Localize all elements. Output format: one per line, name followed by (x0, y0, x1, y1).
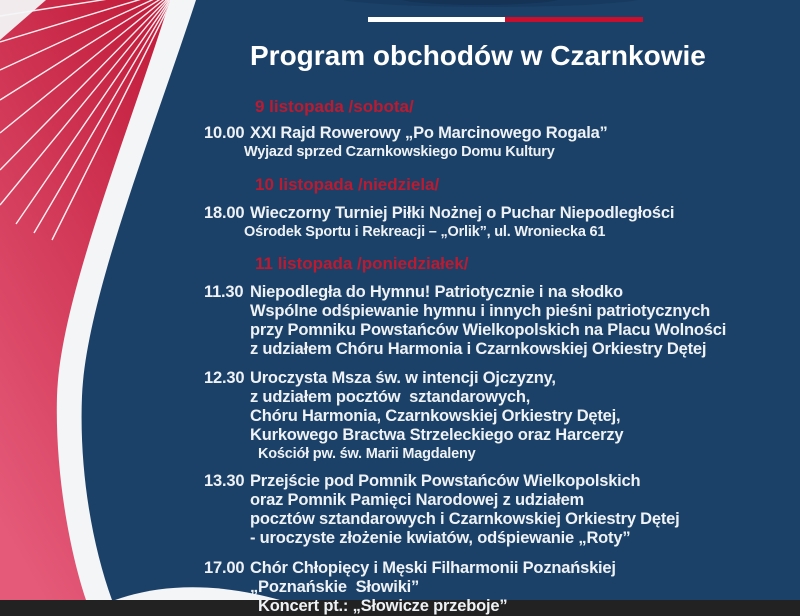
event-line (204, 204, 674, 223)
day-header-sunday: 10 listopada /niedziela/ (255, 175, 440, 194)
page-title: Program obchodów w Czarnkowie (250, 40, 706, 71)
event-venue: Ośrodek Sportu i Rekreacji – „Orlik”, ul. Wroniecka 61 (244, 224, 606, 240)
event-venue: Wyjazd sprzed Czarnkowskiego Domu Kultury (244, 144, 555, 160)
event-line: z udziałem Chóru Harmonia i Czarnkowskiej Orkiestry Dętej (250, 340, 707, 358)
event-time: 17.00 (204, 559, 245, 577)
day-header-saturday: 9 listopada /sobota/ (255, 97, 414, 116)
event-line: „Poznańskie Słowiki” (250, 578, 420, 596)
event-line (204, 472, 680, 491)
flag-divider-white-segment (368, 17, 505, 22)
event-text: Niepodległa do Hymnu! Patriotycznie i na słodko (250, 283, 623, 301)
event-time: 18.00 (204, 204, 245, 222)
event-monument-march (204, 472, 680, 548)
event-text: Chór Chłopięcy i Męski Filharmonii Poznańskiej (250, 559, 616, 577)
event-line: Koncert pt.: „Słowicze przeboje” (258, 597, 508, 615)
event-holy-mass (204, 369, 623, 464)
flag-divider (368, 17, 643, 22)
event-text: Wieczorny Turniej Piłki Nożnej o Puchar Niepodległości (250, 204, 675, 222)
event-time: 12.30 (204, 369, 245, 387)
event-football-tournament (204, 204, 674, 242)
event-line (204, 369, 623, 388)
event-choir-concert (204, 559, 616, 616)
event-text: Przejście pod Pomnik Powstańców Wielkopolskich (250, 472, 641, 490)
event-anthem-singing (204, 283, 726, 359)
event-line: pocztów sztandarowych i Czarnkowskiej Orkiestry Dętej (250, 510, 680, 528)
event-line: - uroczyste złożenie kwiatów, odśpiewanie „Roty” (250, 529, 631, 547)
event-line (204, 559, 616, 578)
event-time: 10.00 (204, 124, 245, 142)
event-line: Wspólne odśpiewanie hymnu i innych pieśni patriotycznych (250, 302, 711, 320)
event-line (204, 283, 726, 302)
event-text: Uroczysta Msza św. w intencji Ojczyzny, (250, 369, 556, 387)
flag-divider-red-segment (505, 17, 643, 22)
event-venue: Kościół pw. św. Marii Magdaleny (258, 446, 476, 462)
event-text: XXI Rajd Rowerowy „Po Marcinowego Rogala” (250, 124, 608, 142)
event-line: z udziałem pocztów sztandarowych, (250, 388, 531, 406)
event-line: Chóru Harmonia, Czarnkowskiej Orkiestry Dętej, (250, 407, 621, 425)
event-line: oraz Pomnik Pamięci Narodowej z udziałem (250, 491, 585, 509)
event-line (204, 124, 608, 143)
event-bike-rally (204, 124, 608, 162)
day-header-monday: 11 listopada /poniedziałek/ (255, 254, 469, 273)
event-time: 13.30 (204, 472, 245, 490)
event-line: Kurkowego Bractwa Strzeleckiego oraz Harcerzy (250, 426, 624, 444)
event-time: 11.30 (204, 283, 244, 301)
event-line: przy Pomniku Powstańców Wielkopolskich na Placu Wolności (250, 321, 727, 339)
